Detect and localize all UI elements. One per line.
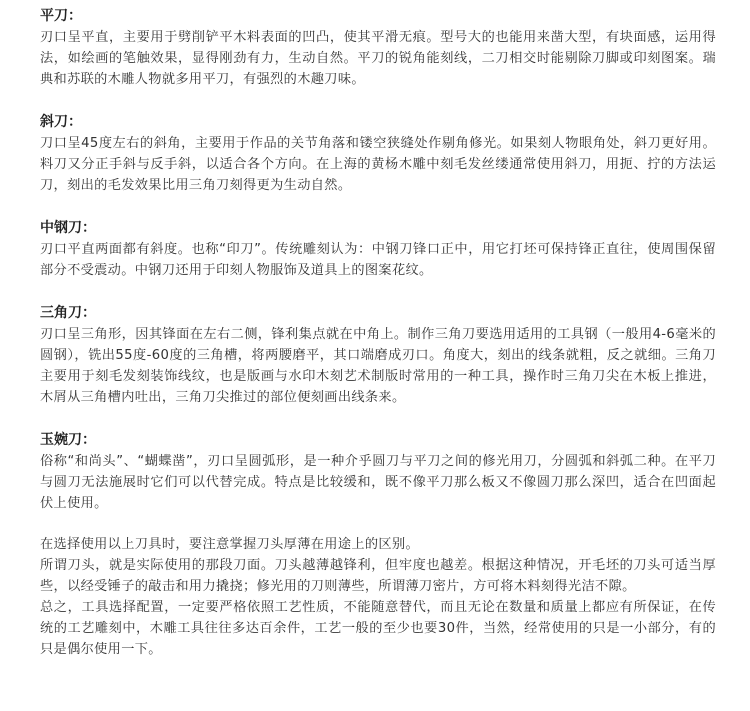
section-body: 刃口呈平直，主要用于劈削铲平木料表面的凹凸，使其平滑无痕。型号大的也能用来凿大型，有块面感，运用得法，如绘画的笔触效果，显得刚劲有力，生动自然。平刀的锐角能刻线，二刀相交时能剔除刀脚或印刻图案。瑞典和苏联的木雕人物就多用平刀，有强烈的木趣刀味。 <box>40 30 716 87</box>
closing-paragraph: 在选择使用以上刀具时，要注意掌握刀头厚薄在用途上的区别。 <box>40 537 420 552</box>
section-oblique-knife <box>40 112 716 196</box>
closing-paragraph: 总之，工具选择配置，一定要严格依照工艺性质，不能随意替代，而且无论在数量和质量上都应有所保证，在传统的工艺雕刻中，木雕工具往往多达百余件，工艺一般的至少也要30件，当然，经常使用的只是一小部分，有的只是偶尔使用一下。 <box>40 600 716 657</box>
section-center-steel-knife <box>40 218 716 281</box>
section-body: 刀口呈45度左右的斜角，主要用于作品的关节角落和镂空狭缝处作剔角修光。如果刻人物眼角处，斜刀更好用。料刀又分正手斜与反手斜，以适合各个方向。在上海的黄杨木雕中刻毛发丝缕通常使用斜刀，用扼、拧的方法运刀，刻出的毛发效果比用三角刀刻得更为生动自然。 <box>40 136 716 193</box>
section-body: 刃口呈三角形，因其锋面在左右二侧，锋利集点就在中角上。制作三角刀要选用适用的工具钢（一般用4-6毫米的圆钢），铣出55度-60度的三角槽，将两腰磨平，其口端磨成刃口。角度大，刻出的线条就粗，反之就细。三角刀主要用于刻毛发刻装饰线纹，也是版画与水印木刻艺术制版时常用的一种工具，操作时三角刀尖在木板上推进，木屑从三角槽内吐出，三角刀尖推过的部位便刻画出线条来。 <box>40 327 716 405</box>
section-heading: 斜刀： <box>40 114 82 130</box>
closing-paragraph: 所谓刀头，就是实际使用的那段刀面。刀头越薄越锋利，但牢度也越差。根据这种情况，开毛坯的刀头可适当厚些，以经受锤子的敲击和用力撬挠；修光用的刀则薄些，所谓薄刀密片，方可将木料刻得光洁不隙。 <box>40 558 716 594</box>
section-spacer <box>40 196 716 218</box>
section-triangle-knife <box>40 303 716 408</box>
section-body: 俗称“和尚头”、“蝴蝶凿”，刃口呈圆弧形，是一种介乎圆刀与平刀之间的修光用刀，分圆弧和斜弧二种。在平刀与圆刀无法施展时它们可以代替完成。特点是比较缓和，既不像平刀那么板又不像圆刀那么深凹，适合在凹面起伏上使用。 <box>40 454 716 511</box>
section-body: 刃口平直两面都有斜度。也称“印刀”。传统雕刻认为：中钢刀锋口正中，用它打坯可保持锋正直往，使周围保留部分不受震动。中钢刀还用于印刻人物服饰及道具上的图案花纹。 <box>40 242 716 278</box>
section-heading: 平刀： <box>40 8 82 24</box>
section-spacer <box>40 90 716 112</box>
section-heading: 玉婉刀： <box>40 432 96 448</box>
section-heading: 三角刀： <box>40 305 96 321</box>
section-spacer <box>40 408 716 430</box>
section-jade-knife <box>40 430 716 514</box>
closing-notes <box>40 534 716 660</box>
section-flat-knife <box>40 6 716 90</box>
section-spacer <box>40 514 716 534</box>
section-heading: 中钢刀： <box>40 220 96 236</box>
section-spacer <box>40 281 716 303</box>
